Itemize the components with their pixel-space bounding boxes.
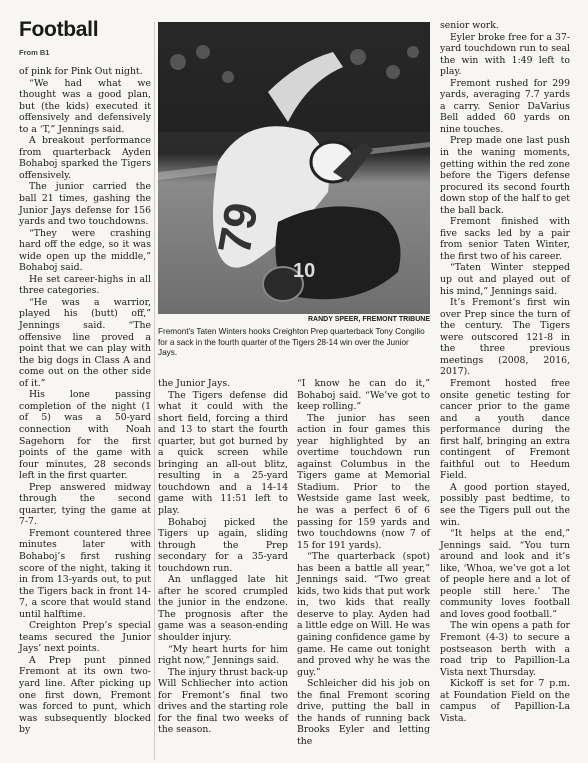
column-divider — [154, 22, 155, 760]
article-column-1 — [19, 66, 151, 736]
paragraph: the Junior Jays. — [158, 378, 231, 389]
paragraph: Schleicher did his job on the final Fremont scoring drive, putting the ball in the hands of running back Brooks Eyler and letting the — [297, 678, 430, 747]
article-column-4 — [440, 20, 570, 724]
paragraph: “We had what we thought was a good plan, but (the kids) executed it offensively and defensively to a ‘T,” Jennings said. — [19, 77, 151, 135]
paragraph: Eyler broke free for a 37-yard touchdown run to seal the win with 1:49 left to play. — [440, 31, 570, 78]
article-column-3 — [297, 378, 430, 748]
paragraph: Fremont hosted free onsite genetic testing for cancer prior to the game and a youth dance performance during the first half, bringing an extra contingent of Fremont faithful out to Heedum Field. — [440, 377, 570, 482]
paragraph: Bohaboj picked the Tigers up again, sliding through the Prep secondary for a 35-yard touchdown run. — [158, 516, 288, 574]
paragraph: Creighton Prep’s special teams secured the Junior Jays’ next points. — [19, 620, 151, 655]
paragraph: “They were crashing hard off the edge, so it was wide open up the middle,” Bohaboj said. — [19, 227, 151, 274]
paragraph: “The quarterback (spot) has been a battle all year,” Jennings said. “Two great kids, two kids that put work in, two kids that really deserve to play. Ayden had a little edge on Will. He was gaining confidence game by game. He came out tonight and proved why he was the guy.” — [297, 551, 430, 678]
paragraph: Prep answered midway through the second quarter, tying the game at 7-7. — [19, 481, 151, 528]
paragraph: “It helps at the end,” Jennings said. “You turn around and look and it’s like, ‘Whoa, we’ve got a lot of people here and a lot of people still here.’ The community loves football and loves good football.” — [440, 528, 570, 620]
paragraph: Fremont countered three minutes later with Bohaboj’s first rushing score of the night, taking it in from 13-yards out, to put the Tigers back in front 14-7, a score that would stand until halftime. — [19, 527, 151, 620]
paragraph: Fremont rushed for 299 yards, averaging 7.7 yards a carry. Senior DaVarius Bell added 60 yards on nine touches. — [440, 77, 570, 135]
jersey-number-front: 79 — [207, 198, 268, 259]
paragraph: The injury thrust back-up Will Schliecher into action for Fremont’s final two drives and the starting role for the final two weeks of the season. — [158, 666, 288, 736]
paragraph: The win opens a path for Fremont (4-3) to secure a postseason berth with a road trip to Papillion-La Vista next Thursday. — [440, 620, 570, 678]
football-photo — [158, 22, 430, 314]
paragraph: The junior has seen action in four games this year highlighted by an overtime touchdown run against Columbus in the Tigers game at Memorial Stadium. Prior to the Westside game last week, he was a perfect 6 of 6 passing for 159 yards and two touchdowns (now 7 of 15 for 191 yards). — [297, 412, 430, 551]
photo-credit: RANDY SPEER, FREMONT TRIBUNE — [308, 316, 430, 323]
paragraph: His lone passing completion of the night (1 of 5) was a 50-yard connection with Noah Sagehorn for the first points of the game with four minutes, 28 seconds left in the first quarter. — [19, 389, 151, 482]
paragraph: “Taten Winter stepped up out and played out of his mind,” Jennings said. — [440, 262, 570, 297]
article-column-2 — [158, 378, 288, 736]
paragraph: A Prep punt pinned Fremont at its own two-yard line. After picking up one first down, Fremont was forced to punt, which was subsequently blocked by — [19, 654, 151, 736]
jump-line: From B1 — [19, 48, 50, 57]
paragraph: senior work. — [440, 20, 499, 31]
paragraph: of pink for Pink Out night. — [19, 66, 143, 77]
paragraph: He set career-highs in all three categories. — [19, 273, 151, 297]
paragraph: An unflagged late hit after he scored crumpled the junior in the endzone. The prognosis after the game was a season-ending shoulder injury. — [158, 574, 288, 644]
paragraph: The junior carried the ball 21 times, gashing the Junior Jays defense for 156 yards and two touchdowns. — [19, 181, 151, 228]
paragraph: Prep made one last push in the waning moments, getting within the red zone before the Tigers defense procured its second fourth down stop of the half to get the ball back. — [440, 135, 571, 216]
paragraph: “I know he can do it,” Bohaboj said. “We’ve got to keep rolling.” — [297, 378, 430, 413]
paragraph: “My heart hurts for him right now,” Jennings said. — [158, 643, 288, 667]
paragraph: A good portion stayed, possibly past bedtime, to see the Tigers pull out the win. — [440, 481, 570, 528]
jersey-number-back: 10 — [293, 260, 316, 282]
section-title: Football — [19, 18, 99, 41]
photo-caption: Fremont’s Taten Winters hooks Creighton Prep quarterback Tony Congilio for a sack in the fourth quarter of the Tigers 28-14 win over the Junior Jays. — [158, 327, 425, 357]
paragraph: A breakout performance from quarterback Ayden Bohaboj sparked the Tigers offensively. — [19, 135, 151, 181]
paragraph: Fremont finished with five sacks led by a pair from senior Taten Winter, the first two of his career. — [440, 216, 570, 262]
paragraph: Kickoff is set for 7 p.m. at Foundation Field on the campus of Papillion-La Vista. — [440, 678, 570, 724]
paragraph: “He was a warrior, played his (butt) off,” Jennings said. “The offensive line proved a point that we can play with the big dogs in Class A and come out on the other side of it.” — [19, 296, 151, 389]
paragraph: It’s Fremont’s first win over Prep since the turn of the century. The Tigers were outscored 121-8 in the three previous meetings (2008, 2016, 2017). — [440, 297, 570, 378]
paragraph: The Tigers defense did what it could with the short field, forcing a third and 13 to start the fourth quarter, but got burned by a quick screen while bringing an all-out blitz, resulting in a 25-yard touchdown and a 14-14 game with 11:51 left to play. — [158, 389, 288, 517]
